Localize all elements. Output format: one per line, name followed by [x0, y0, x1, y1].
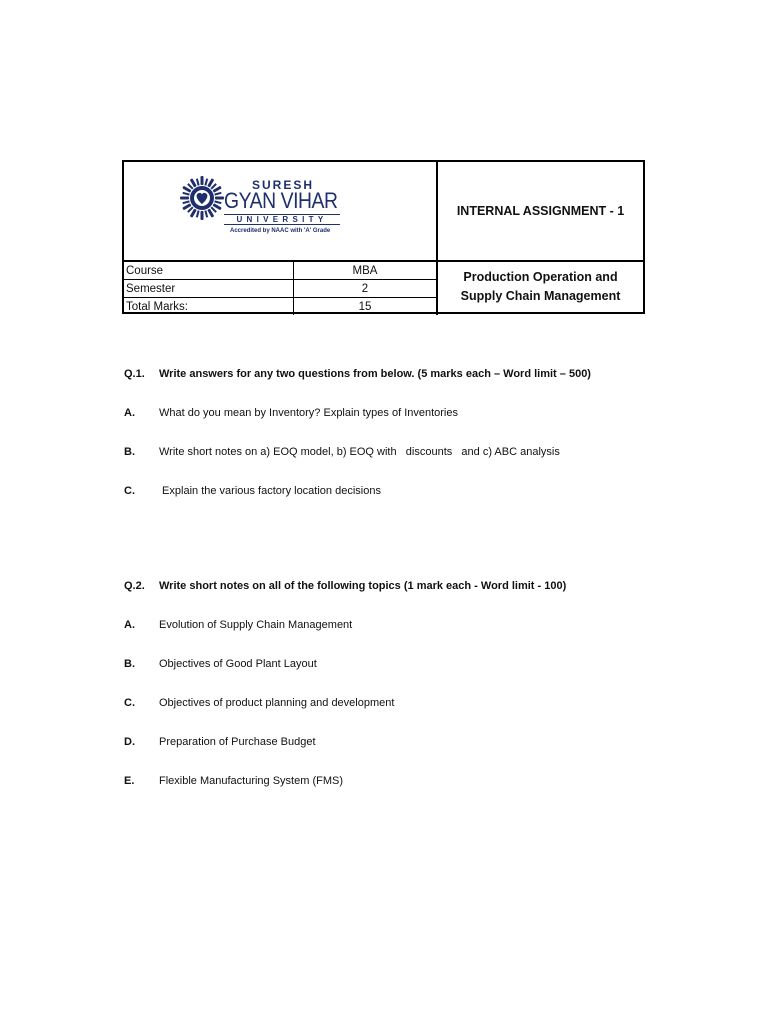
item-letter: A. — [124, 619, 135, 631]
item-text: Flexible Manufacturing System (FMS) — [159, 775, 343, 787]
semester-label: Semester — [124, 280, 294, 298]
table-row — [124, 280, 437, 298]
course-value: MBA — [294, 261, 438, 280]
item-text: What do you mean by Inventory? Explain types of Inventories — [159, 407, 458, 419]
item-letter: C. — [124, 697, 135, 709]
item-letter: A. — [124, 407, 135, 419]
table-row — [124, 261, 437, 280]
item-letter: C. — [124, 485, 135, 497]
semester-value: 2 — [294, 280, 438, 298]
assignment-title: INTERNAL ASSIGNMENT - 1 — [456, 204, 625, 218]
item-text: Evolution of Supply Chain Management — [159, 619, 353, 631]
university-emblem-icon — [180, 176, 224, 225]
item-text: Objectives of product planning and development — [159, 697, 395, 709]
assignment-header-box — [122, 160, 645, 314]
item-text: Write short notes on a) EOQ model, b) EOQ with discounts and c) ABC analysis — [159, 446, 560, 458]
course-info-table — [124, 260, 438, 315]
logo-line-university: UNIVERSITY — [224, 214, 340, 225]
course-label: Course — [124, 261, 294, 280]
q1-instruction: Write answers for any two questions from below. (5 marks each – Word limit – 500) — [159, 368, 591, 380]
logo-line-gyan-vihar: GYAN VIHAR — [224, 188, 338, 213]
q2-instruction: Write short notes on all of the following topics (1 mark each - Word limit - 100) — [159, 580, 567, 592]
item-text: Objectives of Good Plant Layout — [159, 658, 317, 670]
item-text: Preparation of Purchase Budget — [159, 736, 316, 748]
q1-number: Q.1. — [124, 368, 145, 380]
item-letter: B. — [124, 446, 135, 458]
logo-accreditation: Accredited by NAAC with 'A' Grade — [230, 228, 331, 234]
q2-number: Q.2. — [124, 580, 145, 592]
item-letter: B. — [124, 658, 135, 670]
item-text: Explain the various factory location decisions — [159, 485, 381, 497]
logo-cell — [124, 162, 438, 260]
total-marks-label: Total Marks: — [124, 298, 294, 316]
total-marks-value: 15 — [294, 298, 438, 316]
subject-title: Production Operation and Supply Chain Management — [438, 260, 643, 312]
table-row — [124, 298, 437, 316]
item-letter: E. — [124, 775, 135, 787]
logo-line-suresh: SURESH — [252, 178, 315, 192]
item-letter: D. — [124, 736, 135, 748]
